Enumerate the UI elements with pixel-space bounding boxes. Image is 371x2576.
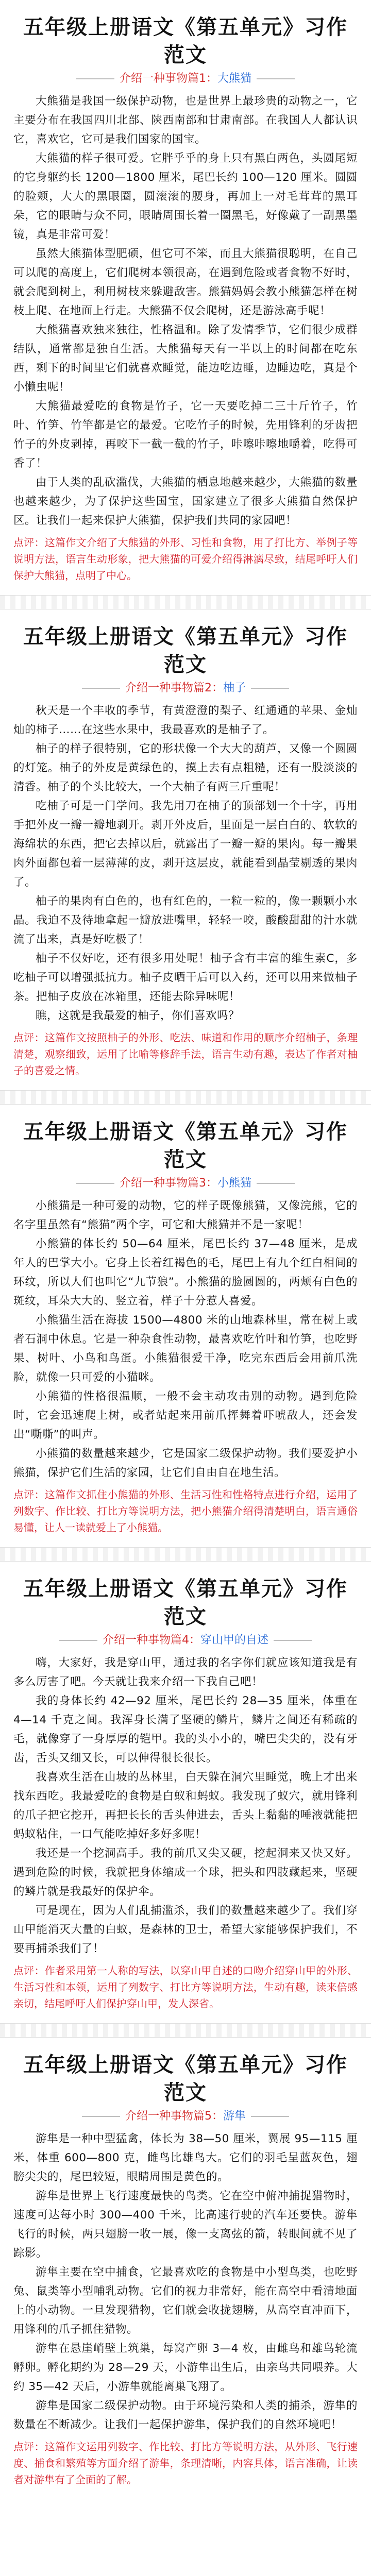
essay-paragraph: 我的身体长约 42—92 厘米，尾巴长约 28—35 厘米，体重在 4—14 千克之间。我浑身长满了坚硬的鳞片，鳞片之间还有稀疏的毛，就像穿了一身厚厚的铠甲。我的头小小的，嘴巴尖尖的，没有牙齿，舌头又细又长，可以伸得很长很长。 xyxy=(13,1694,358,1765)
essay-main-title: 五年级上册语文《第五单元》习作范文 xyxy=(23,624,348,676)
subtitle-topic: 小熊猫 xyxy=(217,1177,251,1190)
subtitle-rule-right xyxy=(274,1640,312,1641)
essay-paragraph: 游隼是国家二级保护动物。由于环境污染和人类的捕杀，游隼的数量在不断减少。让我们一起保护游隼，保护我们的自然环境吧！ xyxy=(13,2399,358,2431)
essay-paragraph: 游隼是世界上飞行速度最快的鸟类。它在空中俯冲捕捉猎物时，速度可达每小时 300—400 千米，比高速行驶的汽车还要快。游隼飞行的时候，两只翅膀一收一展，像一支离弦的箭，转眼间就不见了踪影。 xyxy=(13,2190,358,2260)
essay-section-1 xyxy=(0,0,371,584)
subtitle-rule-right xyxy=(257,1183,295,1184)
essay-paragraph: 大熊猫喜欢独来独往，性格温和。除了发情季节，它们很少成群结队，通常都是独自生活。大熊猫每天有一半以上的时间都在吃东西，剩下的时间里它们就喜欢睡觉，能边吃边睡，边睡边吃，真是个小懒虫呢！ xyxy=(13,324,358,394)
section-divider xyxy=(0,1547,371,1562)
essay-paragraph: 大熊猫是我国一级保护动物，也是世界上最珍贵的动物之一，它主要分布在我国四川北部、陕西南部和甘肃南部。在我国人人都认识它，喜欢它，它可是我们国家的国宝。 xyxy=(13,95,358,146)
subtitle-rule-left xyxy=(82,688,120,689)
essay-review: 点评：作者采用第一人称的写法，以穿山甲自述的口吻介绍穿山甲的外形、生活习性和本领，运用了列数字、打比方等说明方法，生动有趣，读来倍感亲切，结尾呼吁人们保护穿山甲，发人深省。 xyxy=(13,1964,358,2010)
essay-paragraph: 小熊猫生活在海拔 1500—4800 米的山地森林里，常在树上或者石洞中休息。它是一种杂食性动物，最喜欢吃竹叶和竹笋，也吃野果、树叶、小鸟和鸟蛋。小熊猫很爱干净，吃完东西后会用前爪洗脸，就像一只可爱的小猫咪。 xyxy=(13,1314,358,1384)
section-divider xyxy=(0,595,371,609)
subtitle-rule-left xyxy=(82,2116,120,2117)
subtitle-prefix: 介绍一种事物篇4： xyxy=(102,1634,200,1647)
subtitle-prefix: 介绍一种事物篇1： xyxy=(119,72,217,85)
essay-paragraph: 柚子不仅好吃，还有很多用处呢！柚子含有丰富的维生素C，多吃柚子可以增强抵抗力。柚子皮晒干后可以入药，还可以用来做柚子茶。把柚子皮放在冰箱里，还能去除异味呢！ xyxy=(13,952,358,1003)
essay-paragraph: 我喜欢生活在山坡的丛林里，白天躲在洞穴里睡觉，晚上才出来找东西吃。我最爱吃的食物是白蚁和蚂蚁。我发现了蚁穴，就用锋利的爪子把它挖开，再把长长的舌头伸进去，舌头上黏黏的唾液就能把蚂蚁粘住，一口气能吃掉好多好多呢！ xyxy=(13,1771,358,1841)
essay-paragraph: 瞧，这就是我最爱的柚子，你们喜欢吗？ xyxy=(36,1009,240,1022)
section-divider xyxy=(0,2023,371,2038)
essay-paragraph: 可是现在，因为人们乱捕滥杀，我们的数量越来越少了。我们穿山甲能消灭大量的白蚁，是森林的卫士，希望大家能够保护我们，不要再捕杀我们了！ xyxy=(13,1904,358,1955)
subtitle-rule-right xyxy=(251,688,289,689)
essay-paragraph: 大熊猫的样子很可爱。它胖乎乎的身上只有黑白两色，头圆尾短的它身躯约长 1200—1800 厘米，尾巴长约 100—120 厘米。圆圆的脸颊，大大的黑眼圈，圆滚滚的腰身，再加上一对毛茸茸的黑耳朵，它的眼睛与众不同，眼睛周围长着一圈黑毛，好像戴了一副黑墨镜，真是非常可爱！ xyxy=(13,152,358,241)
subtitle-topic: 游隼 xyxy=(223,2110,246,2123)
essay-section-5 xyxy=(0,2038,371,2488)
essay-review: 点评：这篇作文按照柚子的外形、吃法、味道和作用的顺序介绍柚子，条理清楚，观察细致，运用了比喻等修辞手法，语言生动有趣，表达了作者对柚子的喜爱之情。 xyxy=(13,1031,358,1077)
essay-subtitle xyxy=(13,1633,358,1648)
essay-section-4 xyxy=(0,1562,371,2012)
essay-paragraph: 小熊猫是一种可爱的动物，它的样子既像熊猫，又像浣熊，它的名字里虽然有“熊猫”两个字，可它和大熊猫并不是一家呢！ xyxy=(13,1199,358,1231)
essay-paragraph: 吃柚子可是一门学问。我先用刀在柚子的顶部划一个十字，再用手把外皮一瓣一瓣地剥开。剥开外皮后，里面是一层白白的、软软的海绵状的东西，把它去掉以后，就露出了一瓣一瓣的果肉。每一瓣果肉外面都包着一层薄薄的皮，剥开这层皮，就能看到晶莹剔透的果肉了。 xyxy=(13,800,358,889)
essay-paragraph: 我还是一个挖洞高手。我的前爪又尖又硬，挖起洞来又快又好。遇到危险的时候，我就把身体缩成一个球，把头和四肢藏起来，坚硬的鳞片就是我最好的保护伞。 xyxy=(13,1847,358,1898)
essay-paragraph: 由于人类的乱砍滥伐，大熊猫的栖息地越来越少，大熊猫的数量也越来越少，为了保护这些国宝，国家建立了很多大熊猫自然保护区。让我们一起来保护大熊猫，保护我们共同的家园吧！ xyxy=(13,476,358,527)
essay-paragraph: 大熊猫最爱吃的食物是竹子，它一天要吃掉二三十斤竹子，竹叶、竹笋、竹竿都是它的最爱。它吃竹子的时候，先用锋利的牙齿把竹子的外皮剥掉，再咬下一截一截的竹子，咔嚓咔嚓地嚼着，吃得可香了！ xyxy=(13,400,358,470)
essay-paragraph: 小熊猫的体长约 50—64 厘米，尾巴长约 37—48 厘米，是成年人的巴掌大小。它身上长着红褐色的毛，尾巴上有九个红白相间的环纹，所以人们也叫它“九节狼”。小熊猫的脸圆圆的，两颊有白色的斑纹，耳朵大大的、竖立着，样子十分惹人喜爱。 xyxy=(13,1238,358,1308)
essay-main-title: 五年级上册语文《第五单元》习作范文 xyxy=(23,2053,348,2105)
essay-main-title: 五年级上册语文《第五单元》习作范文 xyxy=(23,1120,348,1172)
essay-subtitle xyxy=(13,681,358,696)
subtitle-rule-left xyxy=(59,1640,97,1641)
section-divider xyxy=(0,1090,371,1105)
essay-review: 点评：这篇作文介绍了大熊猫的外形、习性和食物，用了打比方、举例子等说明方法，语言生动形象，把大熊猫的可爱介绍得淋漓尽致，结尾呼吁人们保护大熊猫，点明了中心。 xyxy=(13,536,358,582)
essay-paragraph: 虽然大熊猫体型肥硕，但它可不笨，而且大熊猫很聪明，在自己可以爬的高度上，它们爬树本领很高，在遇到危险或者食物不好时，就会爬到树上，利用树枝来躲避敌害。熊猫妈妈会教小熊猫怎样在树枝上爬、在地面上行走。大熊猫不仅会爬树，还是游泳高手呢！ xyxy=(13,247,358,317)
essay-paragraph: 柚子的样子很特别，它的形状像一个大大的葫芦，又像一个圆圆的灯笼。柚子的外皮是黄绿色的，摸上去有点粗糙，还有一股淡淡的清香。柚子的个头比较大，一个大柚子有两三斤重呢！ xyxy=(13,742,358,793)
essay-main-title: 五年级上册语文《第五单元》习作范文 xyxy=(23,15,348,67)
essay-subtitle xyxy=(13,2109,358,2124)
subtitle-prefix: 介绍一种事物篇5： xyxy=(125,2110,223,2123)
essay-main-title: 五年级上册语文《第五单元》习作范文 xyxy=(23,1577,348,1629)
essay-section-2 xyxy=(0,609,371,1079)
essay-paragraph: 游隼是一种中型猛禽，体长为 38—50 厘米，翼展 95—115 厘米，体重 600—800 克，雌鸟比雄鸟大。它们的羽毛呈蓝灰色，翅膀尖尖的，尾巴较短，眼睛周围是黄色的。 xyxy=(13,2132,358,2183)
subtitle-prefix: 介绍一种事物篇3： xyxy=(119,1177,217,1190)
subtitle-rule-right xyxy=(251,2116,289,2117)
subtitle-topic: 穿山甲的自述 xyxy=(200,1634,268,1647)
subtitle-topic: 柚子 xyxy=(223,682,246,694)
essay-paragraph: 柚子的果肉有白色的，也有红色的，一粒一粒的，像一颗颗小水晶。我迫不及待地拿起一瓣放进嘴里，轻轻一咬，酸酸甜甜的汁水就流了出来，真是好吃极了！ xyxy=(13,895,358,946)
subtitle-prefix: 介绍一种事物篇2： xyxy=(125,682,223,694)
essay-section-3 xyxy=(0,1105,371,1536)
subtitle-topic: 大熊猫 xyxy=(217,72,251,85)
essay-subtitle xyxy=(13,1176,358,1191)
essay-paragraph: 秋天是一个丰收的季节，有黄澄澄的梨子、红通通的苹果、金灿灿的柿子……在这些水果中，我最喜欢的是柚子了。 xyxy=(13,704,358,736)
subtitle-rule-right xyxy=(257,78,295,79)
essay-paragraph: 游隼主要在空中捕食，它最喜欢吃的食物是中小型鸟类，也吃野兔、鼠类等小型哺乳动物。它们的视力非常好，能在高空中看清地面上的小动物。一旦发现猎物，它们就会收拢翅膀，从高空直冲而下，用锋利的爪子抓住猎物。 xyxy=(13,2266,358,2336)
subtitle-rule-left xyxy=(76,78,114,79)
essay-paragraph: 小熊猫的数量越来越少，它是国家二级保护动物。我们要爱护小熊猫，保护它们生活的家园，让它们自由自在地生活。 xyxy=(13,1447,358,1479)
essay-paragraph: 小熊猫的性格很温顺，一般不会主动攻击别的动物。遇到危险时，它会迅速爬上树，或者站起来用前爪挥舞着吓唬敌人，还会发出“嘶嘶”的叫声。 xyxy=(13,1390,358,1441)
essay-subtitle xyxy=(13,71,358,87)
essay-paragraph: 嗨，大家好，我是穿山甲，通过我的名字你们就应该知道我是有多么厉害了吧。今天就让我来介绍一下我自己吧！ xyxy=(13,1656,358,1688)
subtitle-rule-left xyxy=(76,1183,114,1184)
essay-review: 点评：这篇作文抓住小熊猫的外形、生活习性和性格特点进行介绍，运用了列数字、作比较、打比方等说明方法，把小熊猫介绍得清楚明白，语言通俗易懂，让人一读就爱上了小熊猫。 xyxy=(13,1488,358,1534)
essay-paragraph: 游隼在悬崖峭壁上筑巢，每窝产卵 3—4 枚，由雌鸟和雄鸟轮流孵卵。孵化期约为 28—29 天，小游隼出生后，由亲鸟共同喂养。大约 35—42 天后，小游隼就能离巢飞翔了。 xyxy=(13,2342,358,2393)
essay-review: 点评：这篇作文运用列数字、作比较、打比方等说明方法，从外形、飞行速度、捕食和繁殖等方面介绍了游隼，条理清晰，内容具体，语言准确，让读者对游隼有了全面的了解。 xyxy=(13,2441,358,2486)
